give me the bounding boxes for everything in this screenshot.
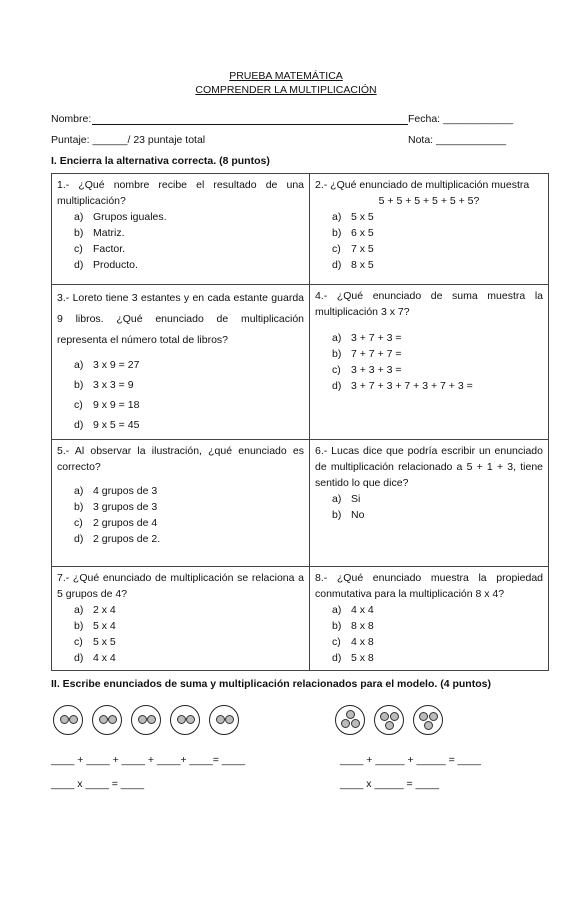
group-circle [335, 705, 365, 735]
question-stem: 6.- Lucas dice que podría escribir un enunciado de multiplicación relacionado a 5 + 1 + 3, tiene sentido lo que dice? [315, 445, 543, 489]
item-dot [390, 712, 399, 721]
option-2d[interactable]: d) 8 x 5 [332, 259, 374, 271]
group-circle [53, 705, 83, 735]
group-circle [170, 705, 200, 735]
group-circle [209, 705, 239, 735]
option-3a[interactable]: a) 3 x 9 = 27 [74, 359, 140, 371]
option-6a[interactable]: a) Si [332, 493, 361, 505]
group-circle [131, 705, 161, 735]
right-mult-answer[interactable]: ____ x _____ = ____ [340, 778, 439, 790]
item-dot [341, 719, 350, 728]
option-7c[interactable]: c) 5 x 5 [74, 636, 116, 648]
item-dot [108, 715, 117, 724]
nombre-label: Nombre: [51, 113, 92, 125]
questions-table [51, 173, 549, 671]
fecha-field[interactable]: ____________ [443, 113, 514, 125]
test-title: PRUEBA MATEMÁTICA [229, 70, 343, 82]
puntaje-field[interactable]: Puntaje: ______/ 23 puntaje total [51, 134, 206, 146]
question-stem: 2.- ¿Qué enunciado de multiplicación muestra [315, 179, 530, 191]
test-subtitle: COMPRENDER LA MULTIPLICACIÓN [195, 84, 377, 96]
item-dot [216, 715, 225, 724]
option-7b[interactable]: b) 5 x 4 [74, 620, 116, 632]
question-8 [310, 567, 549, 671]
question-2 [310, 174, 549, 285]
item-dot [385, 721, 394, 730]
option-4c[interactable]: c) 3 + 3 + 3 = [332, 364, 402, 376]
question-6 [310, 440, 549, 567]
item-dot [429, 712, 438, 721]
left-sum-answer[interactable]: ____ + ____ + ____ + ____+ ____= ____ [51, 754, 246, 766]
item-dot [69, 715, 78, 724]
question-expression: 5 + 5 + 5 + 5 + 5 + 5? [378, 195, 480, 207]
question-stem: 3.- Loreto tiene 3 estantes y en cada estante guarda 9 libros. ¿Qué enunciado de multiplicación representa el número total de libros? [57, 292, 304, 346]
question-stem: 1.- ¿Qué nombre recibe el resultado de una multiplicación? [57, 179, 304, 207]
option-1c[interactable]: c) Factor. [74, 243, 126, 255]
question-1 [52, 174, 310, 285]
option-1b[interactable]: b) Matriz. [74, 227, 125, 239]
option-5c[interactable]: c) 2 grupos de 4 [74, 517, 158, 529]
option-3b[interactable]: b) 3 x 3 = 9 [74, 379, 134, 391]
option-4a[interactable]: a) 3 + 7 + 3 = [332, 332, 402, 344]
option-7a[interactable]: a) 2 x 4 [74, 604, 116, 616]
option-3d[interactable]: d) 9 x 5 = 45 [74, 419, 140, 431]
item-dot [99, 715, 108, 724]
option-3c[interactable]: c) 9 x 9 = 18 [74, 399, 140, 411]
item-dot [380, 712, 389, 721]
item-dot [351, 719, 360, 728]
item-dot [419, 712, 428, 721]
option-1d[interactable]: d) Producto. [74, 259, 138, 271]
option-7d[interactable]: d) 4 x 4 [74, 652, 116, 664]
item-dot [346, 710, 355, 719]
question-stem: 5.- Al observar la ilustración, ¿qué enunciado es correcto? [57, 445, 304, 473]
option-8b[interactable]: b) 8 x 8 [332, 620, 374, 632]
question-3 [52, 285, 310, 440]
group-circle [92, 705, 122, 735]
item-dot [177, 715, 186, 724]
group-circle [413, 705, 443, 735]
question-5 [52, 440, 310, 567]
option-5d[interactable]: d) 2 grupos de 2. [74, 533, 161, 545]
question-stem: 4.- ¿Qué enunciado de suma muestra la multiplicación 3 x 7? [315, 290, 543, 318]
option-5b[interactable]: b) 3 grupos de 3 [74, 501, 158, 513]
section2-heading: II. Escribe enunciados de suma y multiplicación relacionados para el modelo. (4 puntos) [51, 678, 491, 690]
option-8a[interactable]: a) 4 x 4 [332, 604, 374, 616]
option-2b[interactable]: b) 6 x 5 [332, 227, 374, 239]
option-8c[interactable]: c) 4 x 8 [332, 636, 374, 648]
question-stem: 7.- ¿Qué enunciado de multiplicación se relaciona a 5 grupos de 4? [57, 572, 304, 600]
left-mult-answer[interactable]: ____ x ____ = ____ [51, 778, 145, 790]
option-4b[interactable]: b) 7 + 7 + 7 = [332, 348, 402, 360]
question-7 [52, 567, 310, 671]
item-dot [60, 715, 69, 724]
section1-heading: I. Encierra la alternativa correcta. (8 puntos) [51, 155, 270, 167]
item-dot [147, 715, 156, 724]
nota-field[interactable]: Nota: ____________ [408, 134, 507, 146]
question-4 [310, 285, 549, 440]
option-2c[interactable]: c) 7 x 5 [332, 243, 374, 255]
option-8d[interactable]: d) 5 x 8 [332, 652, 374, 664]
option-5a[interactable]: a) 4 grupos de 3 [74, 485, 158, 497]
group-circle [374, 705, 404, 735]
question-stem: 8.- ¿Qué enunciado muestra la propiedad conmutativa para la multiplicación 8 x 4? [315, 572, 543, 600]
item-dot [225, 715, 234, 724]
option-4d[interactable]: d) 3 + 7 + 3 + 7 + 3 + 7 + 3 = [332, 380, 473, 392]
option-6b[interactable]: b) No [332, 509, 365, 521]
item-dot [138, 715, 147, 724]
item-dot [424, 721, 433, 730]
right-sum-answer[interactable]: ____ + _____ + _____ = ____ [340, 754, 482, 766]
item-dot [186, 715, 195, 724]
option-2a[interactable]: a) 5 x 5 [332, 211, 374, 223]
nombre-field[interactable] [92, 124, 408, 125]
fecha-label: Fecha: ____________ [408, 113, 514, 125]
option-1a[interactable]: a) Grupos iguales. [74, 211, 167, 223]
